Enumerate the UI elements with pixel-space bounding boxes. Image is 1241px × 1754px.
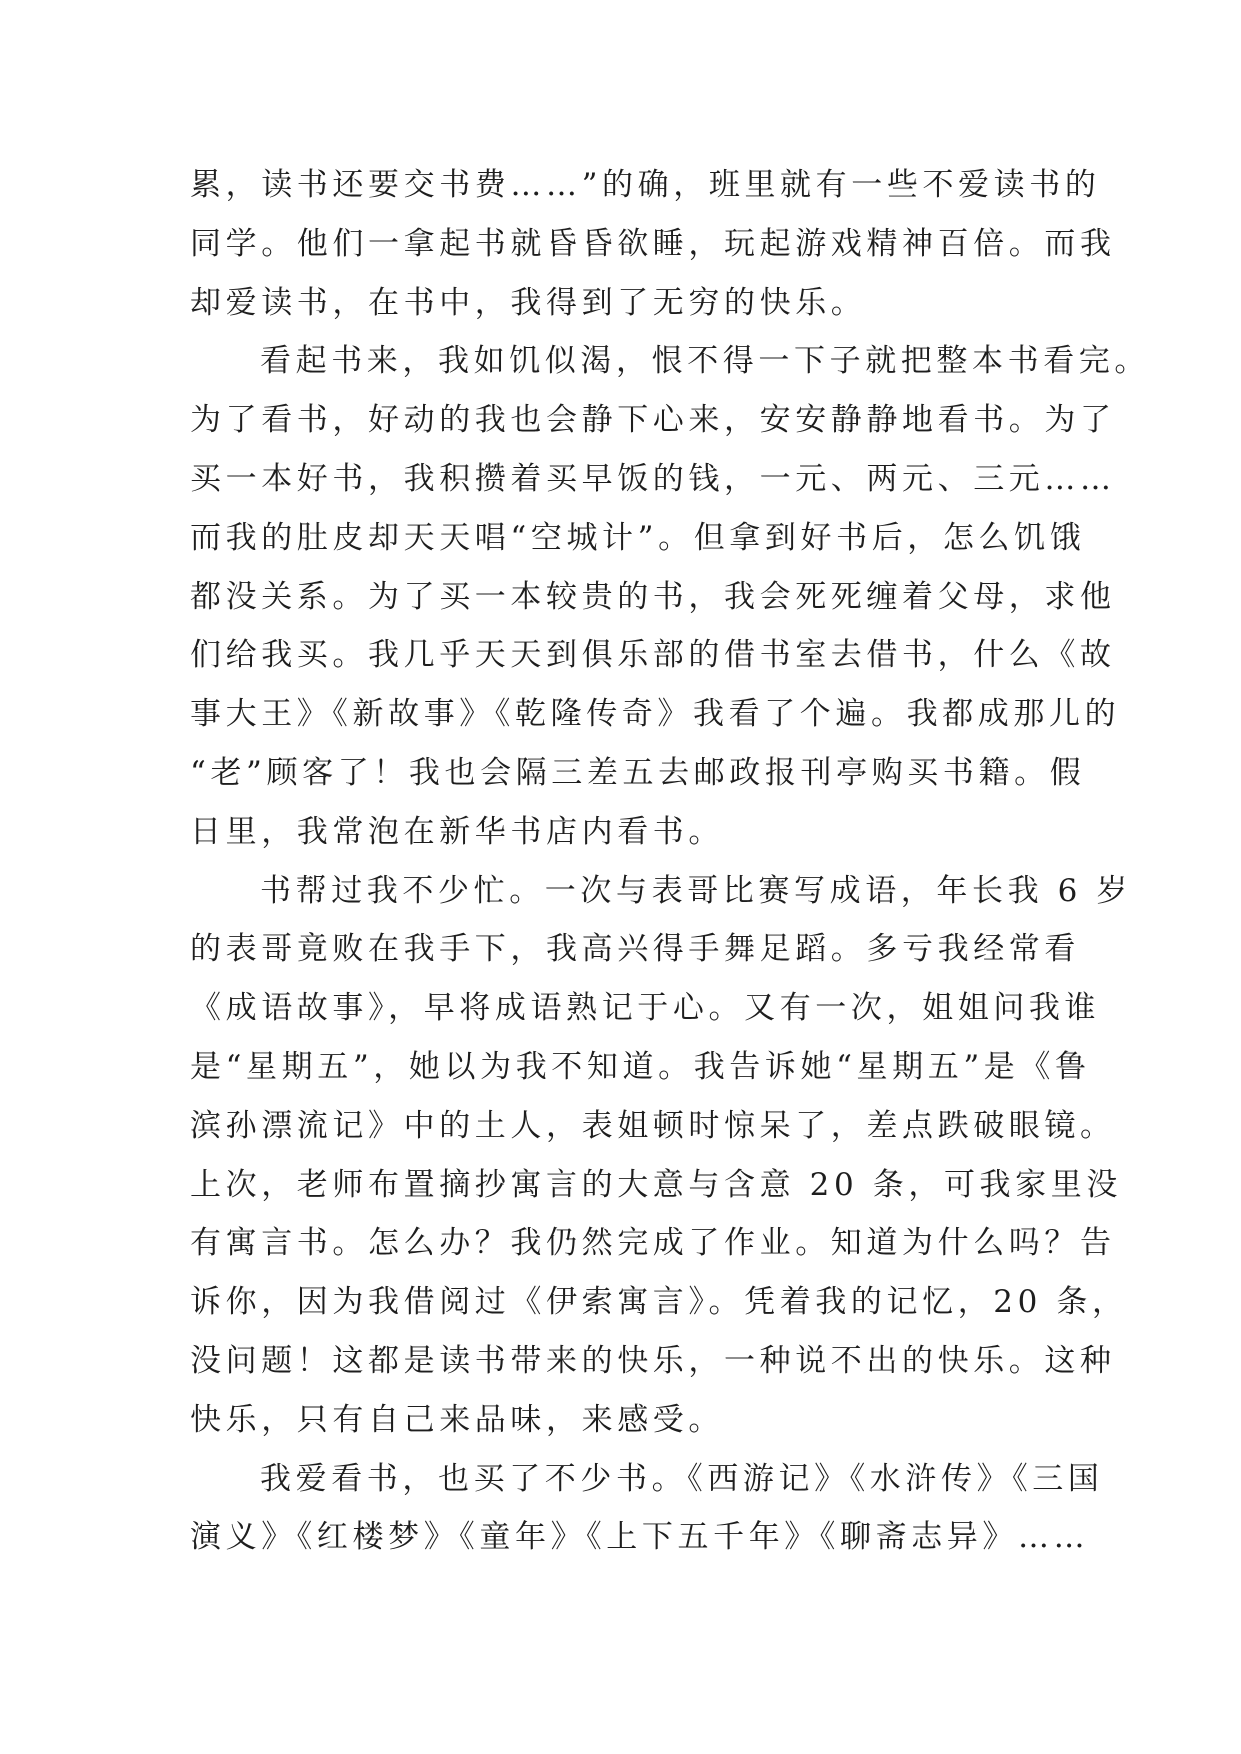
- paragraph-first-line: 书帮过我不少忙。一次与表哥比赛写成语，年长我 6 岁: [260, 872, 1133, 909]
- paragraph-first-line: 我爱看书，也买了不少书。《西游记》《水浒传》《三国: [260, 1460, 1104, 1497]
- text-line: 有寓言书。怎么办？我仍然完成了作业。知道为什么吗？告: [190, 1225, 1116, 1262]
- text-line: 事大王》《新故事》《乾隆传奇》我看了个遍。我都成那儿的: [190, 696, 1121, 733]
- text-line: 而我的肚皮却天天唱“空城计”。但拿到好书后，怎么饥饿: [190, 519, 1086, 556]
- text-line: 们给我买。我几乎天天到俱乐部的借书室去借书，什么《故: [190, 637, 1116, 674]
- text-line: 没问题！这都是读书带来的快乐，一种说不出的快乐。这种: [190, 1342, 1116, 1379]
- text-line: 为了看书，好动的我也会静下心来，安安静静地看书。为了: [190, 402, 1116, 439]
- text-line: 诉你，因为我借阅过《伊索寓言》。凭着我的记忆，20 条，: [190, 1284, 1128, 1321]
- text-line: 却爱读书，在书中，我得到了无穷的快乐。: [190, 284, 867, 321]
- text-line: 快乐，只有自己来品味，来感受。: [190, 1401, 724, 1438]
- paragraph-first-line: 看起书来，我如饥似渴，恨不得一下子就把整本书看完。: [260, 343, 1150, 380]
- document-body: [190, 156, 1150, 1567]
- text-line: 滨孙漂流记》中的土人，表姐顿时惊呆了，差点跌破眼镜。: [190, 1107, 1116, 1144]
- text-line: 的表哥竟败在我手下，我高兴得手舞足蹈。多亏我经常看: [190, 931, 1080, 968]
- text-line: 《成语故事》，早将成语熟记于心。又有一次，姐姐问我谁: [190, 990, 1101, 1027]
- text-line: 都没关系。为了买一本较贵的书，我会死死缠着父母，求他: [190, 578, 1116, 615]
- text-line: 同学。他们一拿起书就昏昏欲睡，玩起游戏精神百倍。而我: [190, 225, 1116, 262]
- text-line: 上次，老师布置摘抄寓言的大意与含意 20 条，可我家里没: [190, 1166, 1122, 1203]
- text-line: 是“星期五”，她以为我不知道。我告诉她“星期五”是《鲁: [190, 1048, 1091, 1085]
- text-line: “老”顾客了！我也会隔三差五去邮政报刊亭购买书籍。假: [190, 754, 1086, 791]
- text-line: 买一本好书，我积攒着买早饭的钱，一元、两元、三元……: [190, 460, 1116, 497]
- text-line: 日里，我常泡在新华书店内看书。: [190, 813, 724, 850]
- text-line: 累，读书还要交书费……”的确，班里就有一些不爱读书的: [190, 167, 1101, 203]
- text-line: 演义》《红楼梦》《童年》《上下五千年》《聊斋志异》……: [190, 1519, 1090, 1556]
